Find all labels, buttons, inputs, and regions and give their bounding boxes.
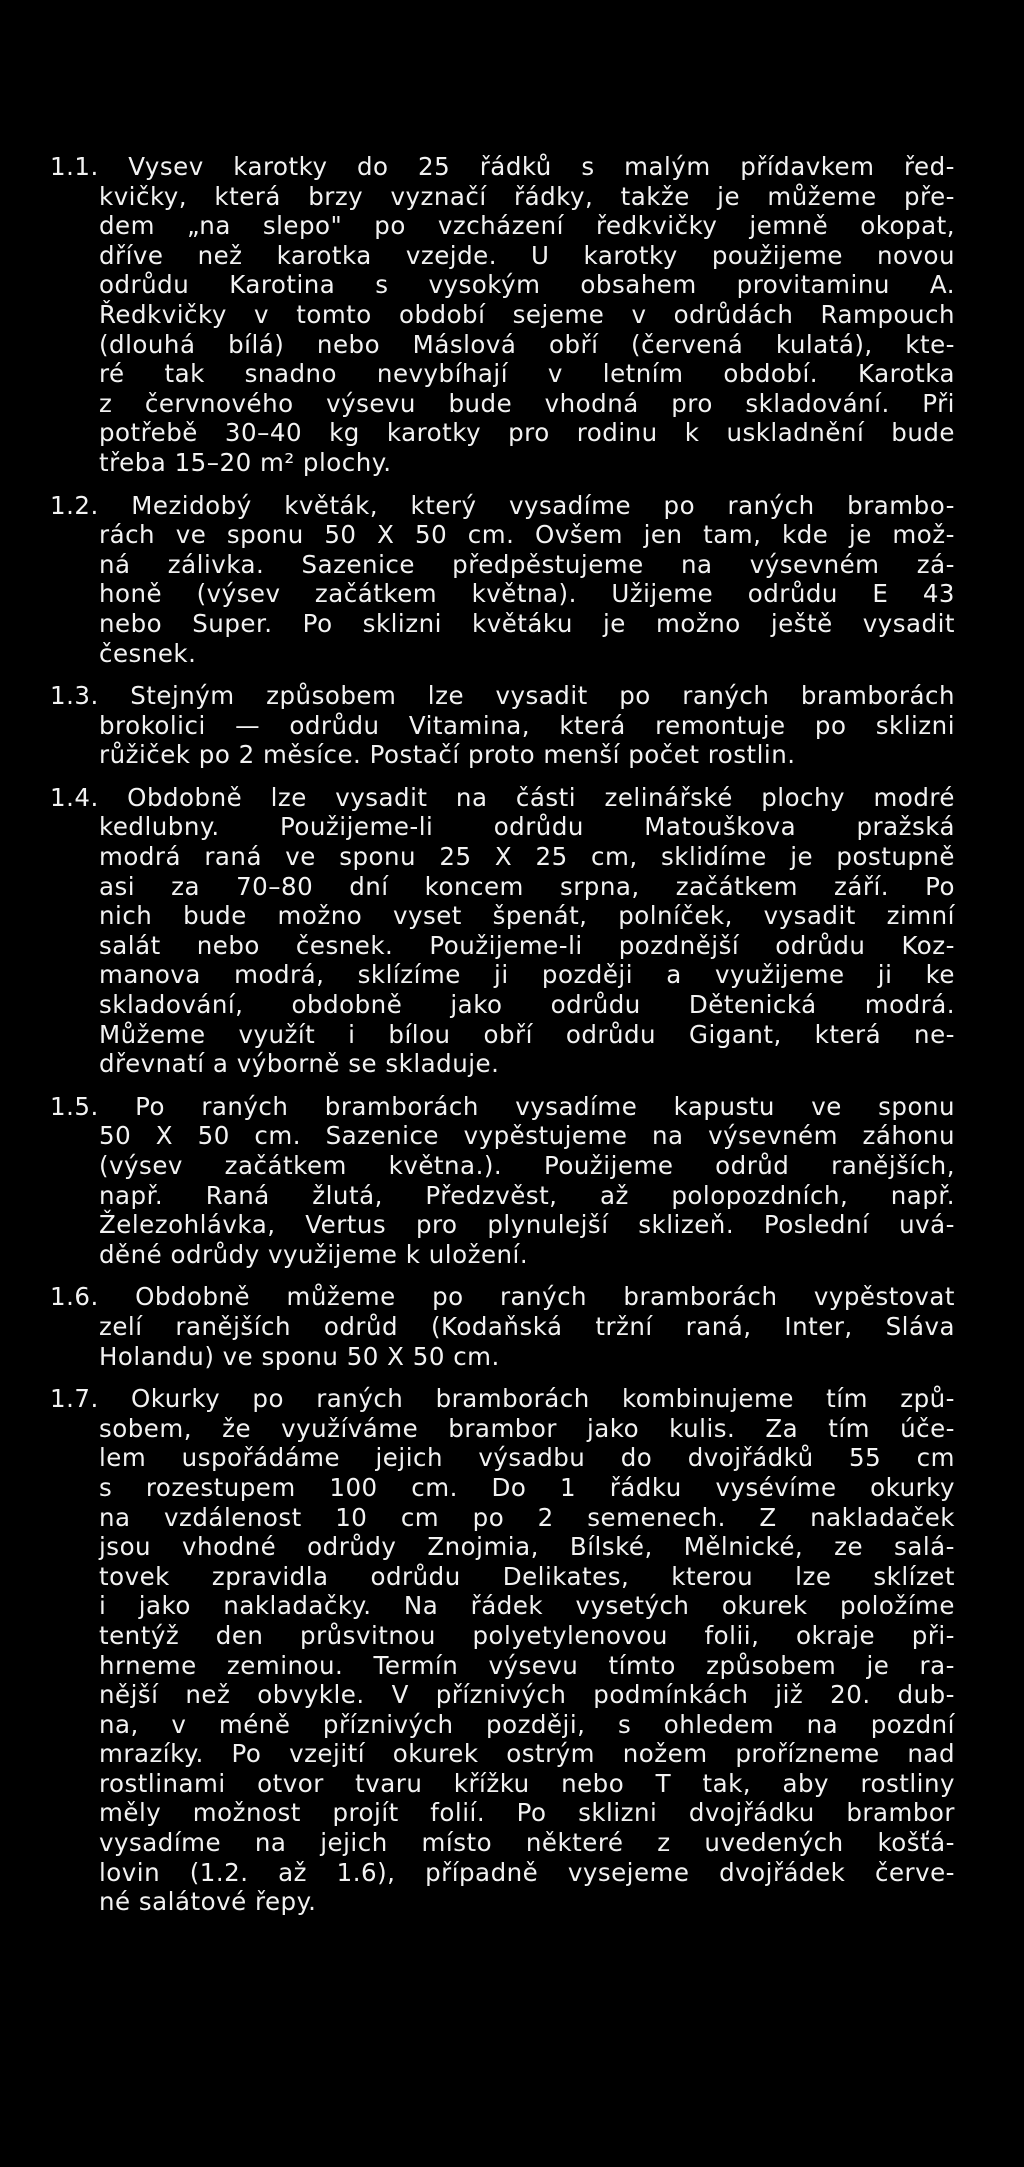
text-line: nější než obvykle. V příznivých podmínkách již 20. dub- [99, 1680, 955, 1710]
document-page [50, 152, 955, 1917]
text-line: rostlinami otvor tvaru křížku nebo T tak, aby rostliny [99, 1768, 955, 1798]
text-line: tentýž den průsvitnou polyetylenovou folii, okraje při- [99, 1620, 955, 1650]
text-line: 1.1. Vysev karotky do 25 řádků s malým přídavkem řed- [50, 152, 955, 181]
text-line: brokolici — odrůdu Vitamina, která remontuje po sklizni [99, 710, 955, 740]
section-1-2 [50, 491, 955, 669]
text-line: 1.3. Stejným způsobem lze vysadit po raných bramborách [50, 681, 955, 711]
text-line: honě (výsev začátkem května). Užijeme odrůdu E 43 [99, 579, 955, 609]
text-line: dem „na slepo" po vzcházení ředkvičky jemně okopat, [99, 211, 955, 241]
text-line: kedlubny. Použijeme-li odrůdu Matouškova pražská [99, 812, 955, 842]
text-line: na vzdálenost 10 cm po 2 semenech. Z nakladaček [99, 1502, 955, 1532]
text-line: vysadíme na jejich místo některé z uvedených košťá- [99, 1828, 955, 1858]
text-line: asi za 70–80 dní koncem srpna, začátkem září. Po [99, 871, 955, 901]
text-line: 1.2. Mezidobý květák, který vysadíme po raných brambo- [50, 490, 955, 520]
text-line: odrůdu Karotina s vysokým obsahem provitaminu A. [99, 270, 955, 300]
text-line: i jako nakladačky. Na řádek vysetých okurek položíme [99, 1591, 955, 1621]
text-line: dříve než karotka vzejde. U karotky použijeme novou [99, 240, 955, 270]
text-line: Můžeme využít i bílou obří odrůdu Gigant, která ne- [99, 1019, 955, 1049]
section-1-1 [50, 152, 955, 478]
section-1-6 [50, 1282, 955, 1371]
text-line: 1.5. Po raných bramborách vysadíme kapustu ve sponu [50, 1091, 955, 1121]
section-1-3 [50, 681, 955, 770]
text-line: z červnového výsevu bude vhodná pro skladování. Při [99, 388, 955, 418]
text-line: 50 X 50 cm. Sazenice vypěstujeme na výsevném záhonu [99, 1121, 955, 1151]
text-line: salát nebo česnek. Použijeme-li pozdnější odrůdu Koz- [99, 930, 955, 960]
text-line: 1.7. Okurky po raných bramborách kombinujeme tím způ- [50, 1384, 955, 1414]
text-line: růžiček po 2 měsíce. Postačí proto menší počet rostlin. [99, 740, 796, 770]
text-line: mrazíky. Po vzejití okurek ostrým nožem prořízneme nad [99, 1739, 955, 1769]
text-line: děné odrůdy využijeme k uložení. [99, 1239, 529, 1269]
text-line: sobem, že využíváme brambor jako kulis. Za tím úče- [99, 1413, 955, 1443]
text-line: Holandu) ve sponu 50 X 50 cm. [99, 1341, 500, 1371]
text-line: třeba 15–20 m² plochy. [99, 447, 392, 477]
text-line: nich bude možno vyset špenát, polníček, vysadit zimní [99, 901, 955, 931]
text-line: lem uspořádáme jejich výsadbu do dvojřádků 55 cm [99, 1443, 955, 1473]
text-line: dřevnatí a výborně se skladuje. [99, 1049, 500, 1079]
text-line: Ředkvičky v tomto období sejeme v odrůdách Rampouch [99, 299, 955, 329]
text-line: zelí ranějších odrůd (Kodaňská tržní raná, Inter, Sláva [99, 1311, 955, 1341]
text-line: na, v méně příznivých později, s ohledem na pozdní [99, 1709, 955, 1739]
text-line: né salátové řepy. [99, 1887, 317, 1917]
text-line: hrneme zeminou. Termín výsevu tímto způsobem je ra- [99, 1650, 955, 1680]
text-line: nebo Super. Po sklizni květáku je možno ještě vysadit [99, 608, 955, 638]
text-line: s rozestupem 100 cm. Do 1 řádku vysévíme okurky [99, 1472, 955, 1502]
text-line: jsou vhodné odrůdy Znojmia, Bílské, Mělnické, ze salá- [99, 1532, 955, 1562]
text-line: kvičky, která brzy vyznačí řádky, takže je můžeme pře- [99, 181, 955, 211]
text-line: lovin (1.2. až 1.6), případně vysejeme dvojřádek červe- [99, 1857, 955, 1887]
text-line: 1.4. Obdobně lze vysadit na části zelinářské plochy modré [50, 782, 955, 812]
text-line: Železohlávka, Vertus pro plynulejší sklizeň. Poslední uvá- [99, 1210, 955, 1240]
text-line: česnek. [99, 638, 197, 668]
text-line: (dlouhá bílá) nebo Máslová obří (červená kulatá), kte- [99, 329, 955, 359]
section-1-7 [50, 1384, 955, 1917]
text-line: (výsev začátkem května.). Použijeme odrůd ranějších, [99, 1151, 955, 1180]
text-line: měly možnost projít folií. Po sklizni dvojřádku brambor [99, 1798, 955, 1828]
text-line: např. Raná žlutá, Předzvěst, až polopozdních, např. [99, 1180, 955, 1210]
text-line: skladování, obdobně jako odrůdu Dětenická modrá. [99, 990, 955, 1020]
text-line: 1.6. Obdobně můžeme po raných bramborách vypěstovat [50, 1282, 955, 1312]
text-line: ná zálivka. Sazenice předpěstujeme na výsevném zá- [99, 549, 955, 579]
text-line: tovek zpravidla odrůdu Delikates, kterou lze sklízet [99, 1561, 955, 1591]
text-line: manova modrá, sklízíme ji později a využijeme ji ke [99, 960, 955, 990]
text-line: rách ve sponu 50 X 50 cm. Ovšem jen tam, kde je mož- [99, 520, 955, 550]
text-line: modrá raná ve sponu 25 X 25 cm, sklidíme je postupně [99, 842, 955, 872]
section-1-5 [50, 1092, 955, 1270]
section-1-4 [50, 783, 955, 1079]
text-line: potřebě 30–40 kg karotky pro rodinu k uskladnění bude [99, 418, 955, 448]
text-line: ré tak snadno nevybíhají v letním období. Karotka [99, 359, 955, 389]
